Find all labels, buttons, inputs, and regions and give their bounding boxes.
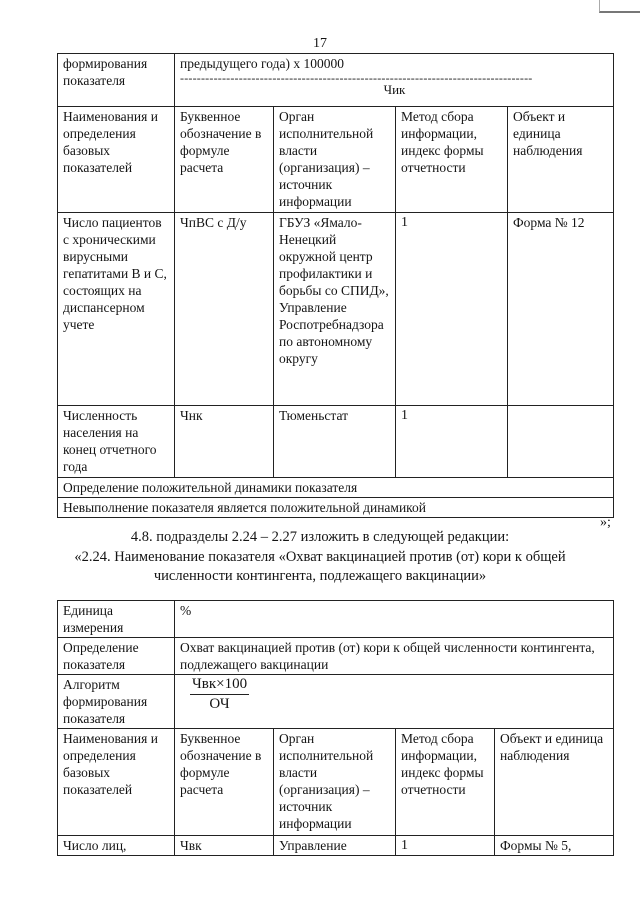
header-cell: Наименования и определения базовых показателей xyxy=(58,107,175,213)
table-row xyxy=(58,601,614,638)
formula-fraction xyxy=(190,676,249,713)
definition-label: Определение показателя xyxy=(58,638,175,675)
table-row xyxy=(58,675,614,729)
table-header-row xyxy=(58,729,614,836)
page-number: 17 xyxy=(313,36,327,51)
table-cell: Тюменьстат xyxy=(274,406,396,478)
closing-quote: »; xyxy=(600,515,611,530)
table-cell: ЧпВС с Д/у xyxy=(175,213,274,406)
unit-label: Единица измерения xyxy=(58,601,175,638)
table-cell: Чнк xyxy=(175,406,274,478)
heading-2-24-line2: численности контингента, подлежащего вакцинации» xyxy=(153,568,487,584)
header-cell: Орган исполнительной власти (организация) – источник информации xyxy=(274,107,396,213)
table-cell: Формы № 5, xyxy=(495,836,614,856)
header-cell: Орган исполнительной власти (организация) – источник информации xyxy=(274,729,396,836)
table-cell: Число лиц, xyxy=(58,836,175,856)
table-cell xyxy=(508,406,614,478)
formula-denominator: Чик xyxy=(383,82,406,97)
algorithm-label: Алгоритм формирования показателя xyxy=(58,675,175,729)
table-cell: Управление xyxy=(274,836,396,856)
header-cell: Объект и единица наблюдения xyxy=(495,729,614,836)
indicator-table-2 xyxy=(57,600,614,856)
header-cell: Объект и единица наблюдения xyxy=(508,107,614,213)
table-row xyxy=(58,478,614,498)
table-cell: Чвк xyxy=(175,836,274,856)
header-cell: Метод сбора информации, индекс формы отчетности xyxy=(396,107,508,213)
table-row xyxy=(58,638,614,675)
table-row xyxy=(58,213,614,406)
table-cell: Число пациентов с хроническими вирусными гепатитами В и С, состоящих на диспансерном учете xyxy=(58,213,175,406)
table-row xyxy=(58,836,614,856)
nonfulfillment-row: Невыполнение показателя является положительной динамикой xyxy=(58,498,614,518)
table-cell: 1 xyxy=(396,213,508,406)
table-cell: 1 xyxy=(396,836,495,856)
table-header-row xyxy=(58,107,614,213)
table-cell: Форма № 12 xyxy=(508,213,614,406)
table-cell: ГБУЗ «Ямало-Ненецкий окружной центр профилактики и борьбы со СПИД», Управление Роспотребнадзора по автономному округу xyxy=(274,213,396,406)
heading-2-24-line1: «2.24. Наименование показателя «Охват вакцинацией против (от) кори к общей xyxy=(74,549,566,565)
table-row xyxy=(58,498,614,518)
unit-value: % xyxy=(175,601,614,638)
formula-cell xyxy=(175,54,614,107)
table-row xyxy=(58,406,614,478)
row-label: формирования показателя xyxy=(58,54,175,107)
header-cell: Буквенное обозначение в формуле расчета xyxy=(175,729,274,836)
header-cell: Метод сбора информации, индекс формы отчетности xyxy=(396,729,495,836)
formula-numerator: Чвк×100 xyxy=(190,676,249,695)
formula-cell xyxy=(175,675,614,729)
formula-text: предыдущего года) x 100000 xyxy=(180,56,344,71)
definition-value: Охват вакцинацией против (от) кори к общей численности контингента, подлежащего вакцинации xyxy=(175,638,614,675)
table-cell: 1 xyxy=(396,406,508,478)
definition-row: Определение положительной динамики показателя xyxy=(58,478,614,498)
header-cell: Наименования и определения базовых показателей xyxy=(58,729,175,836)
indicator-table-1 xyxy=(57,53,614,518)
paragraph-4-8: 4.8. подразделы 2.24 – 2.27 изложить в следующей редакции: xyxy=(130,529,510,545)
table-row xyxy=(58,54,614,107)
scan-corner-mark xyxy=(599,0,640,13)
formula-denominator: ОЧ xyxy=(209,696,230,712)
header-cell: Буквенное обозначение в формуле расчета xyxy=(175,107,274,213)
table-cell: Численность населения на конец отчетного года xyxy=(58,406,175,478)
fraction-dashes: ------------------------------------------------------------------------------------ xyxy=(180,73,533,83)
